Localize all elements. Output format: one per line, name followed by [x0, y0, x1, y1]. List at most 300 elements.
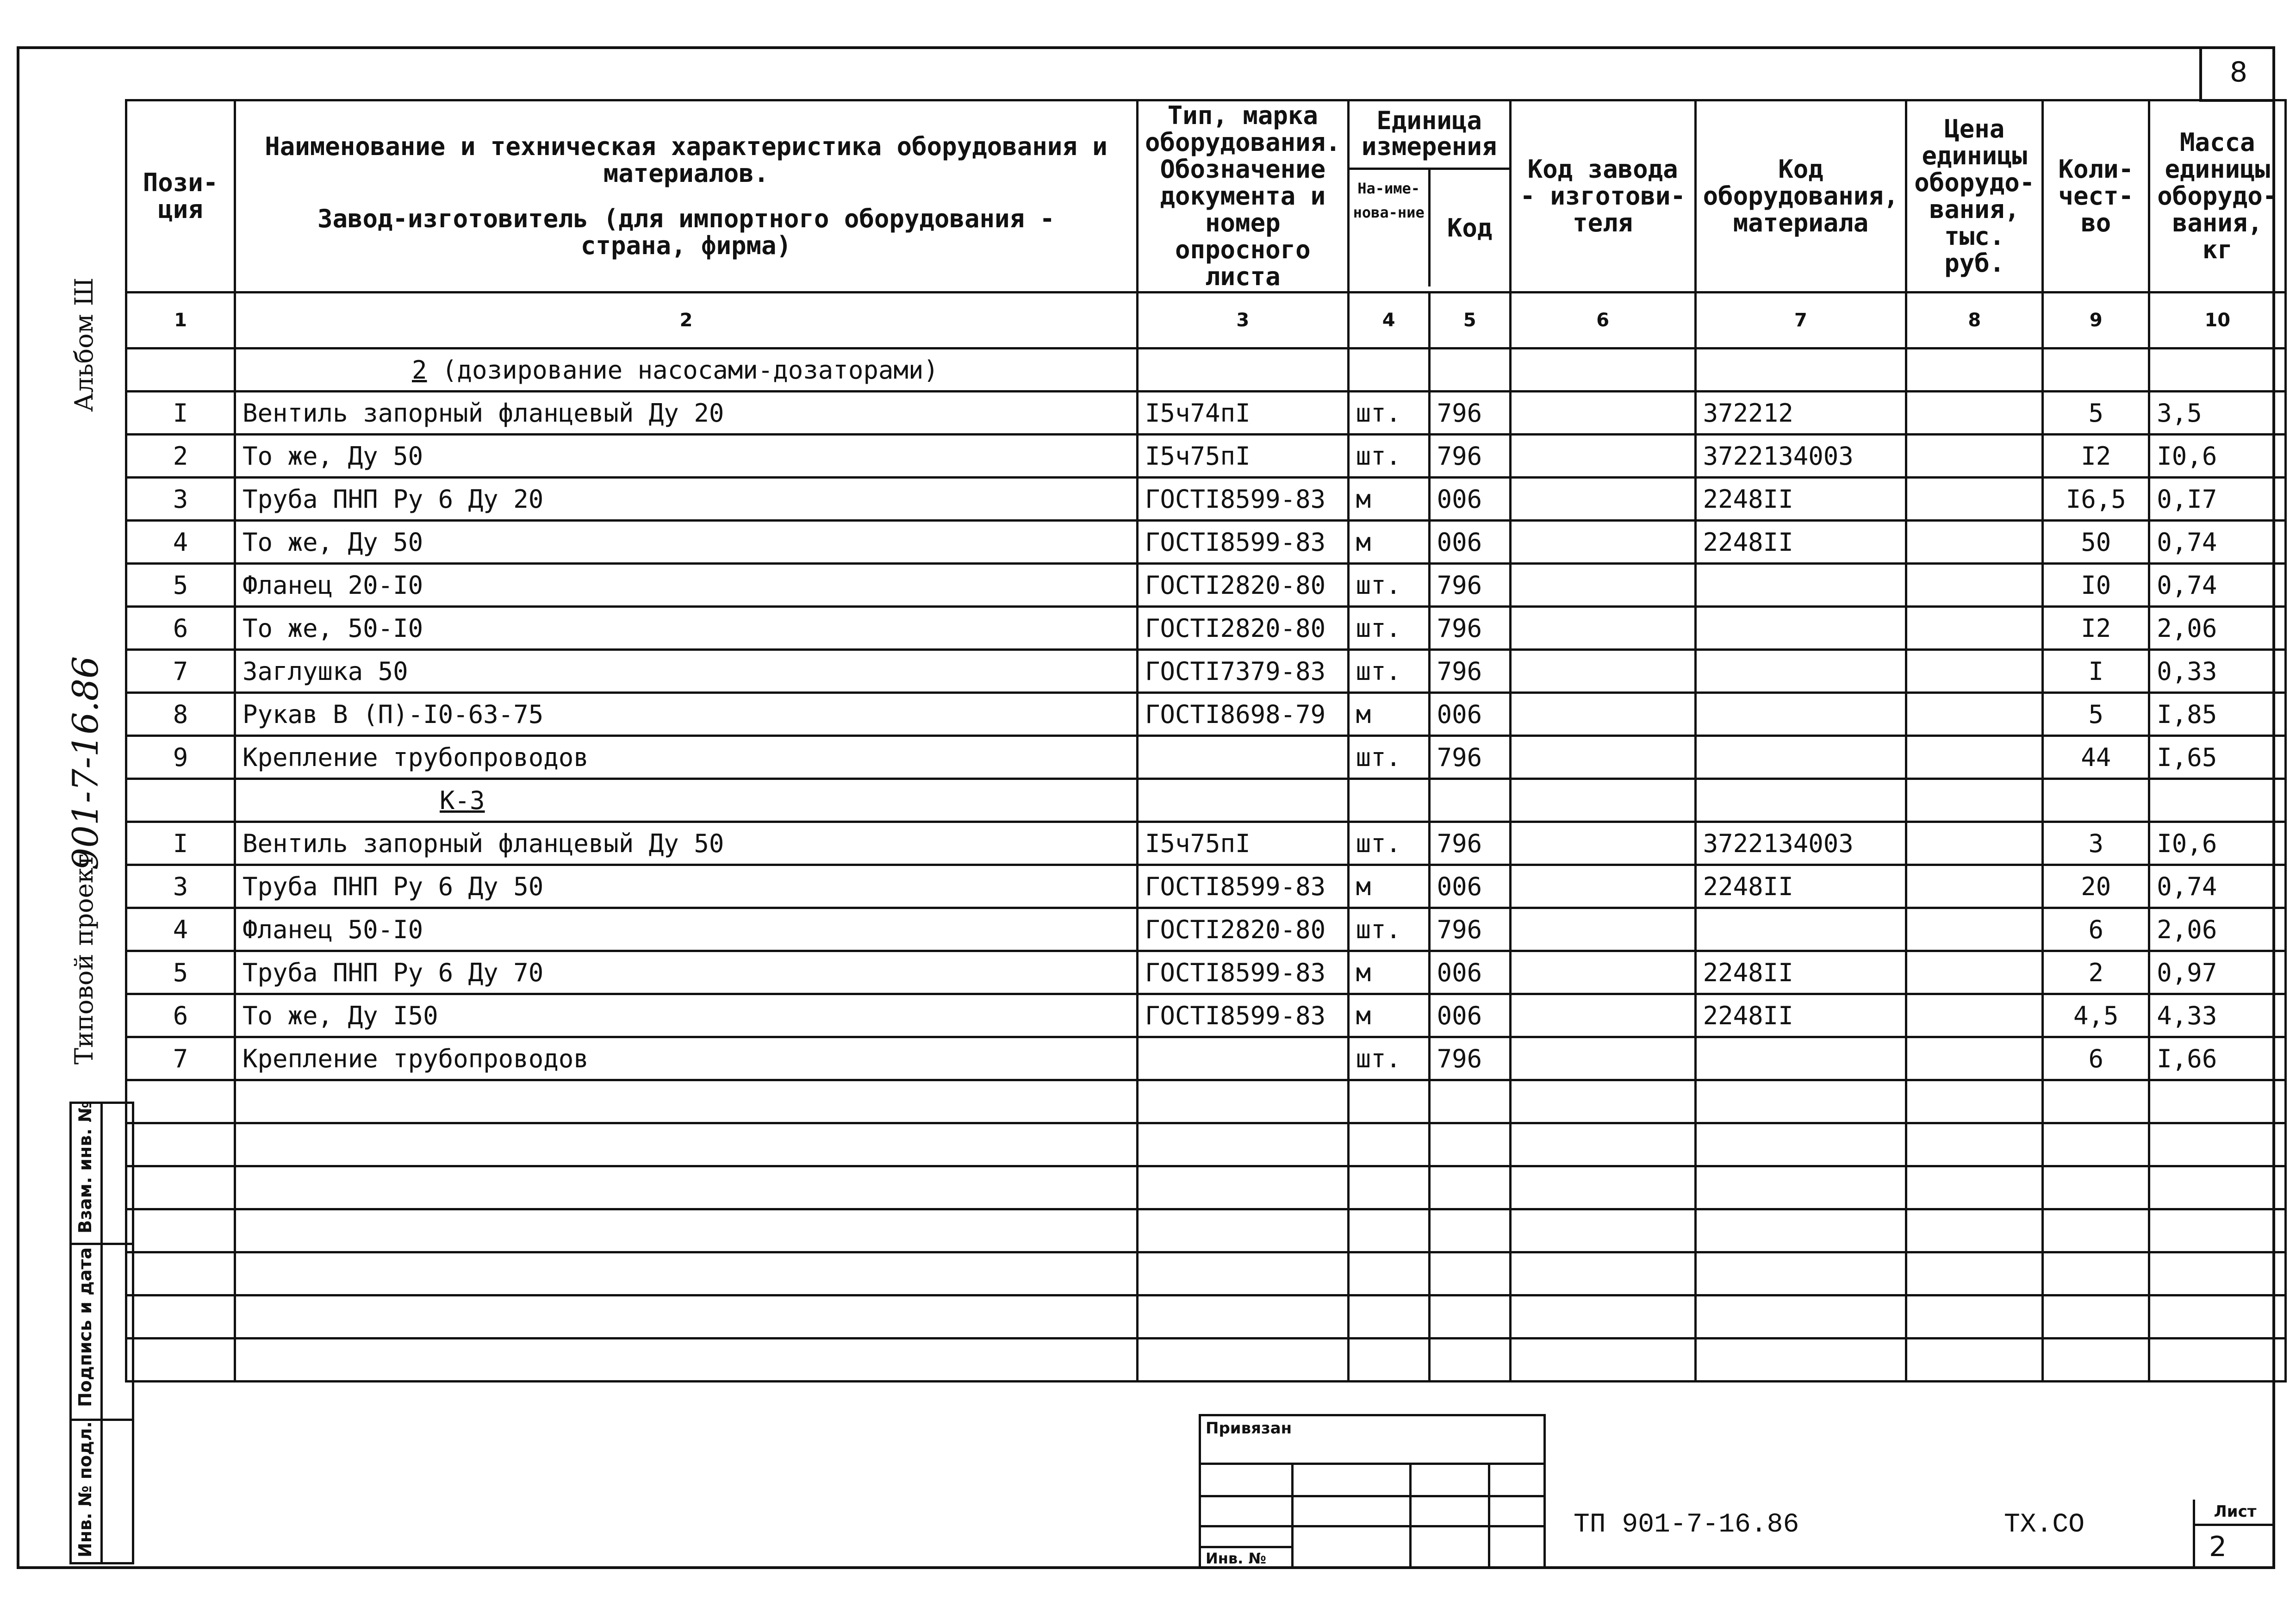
table-row: [126, 865, 2286, 908]
cell-material-code: 2248II: [1695, 865, 1906, 908]
cell-mass: I0,6: [2149, 435, 2286, 478]
cell-mass: I,85: [2149, 693, 2286, 736]
empty-cell: [1695, 1252, 1906, 1295]
header-quantity: Коли-чест-во: [2043, 100, 2149, 293]
empty-cell: [1138, 1209, 1349, 1252]
cell-material-code: [1695, 693, 1906, 736]
col-number: 9: [2043, 293, 2149, 349]
empty-cell: [1906, 1123, 2043, 1166]
empty-cell: [1906, 1209, 2043, 1252]
empty-cell: [1510, 1295, 1695, 1339]
cell-quantity: [2043, 349, 2149, 392]
cell-unit: м: [1348, 865, 1429, 908]
cell-name: К-3: [235, 779, 1138, 822]
cell-material-code: 2248II: [1695, 994, 1906, 1037]
empty-cell: [1695, 1166, 1906, 1209]
cell-type: [1138, 736, 1349, 779]
cell-price: [1906, 693, 2043, 736]
cell-quantity: 3: [2043, 822, 2149, 865]
empty-cell: [2149, 1166, 2286, 1209]
empty-row: [126, 1166, 2286, 1209]
sheet-number-box: [2193, 1500, 2275, 1569]
cell-plant-code: [1510, 478, 1695, 521]
empty-cell: [1510, 1080, 1695, 1123]
cell-unit: [1348, 779, 1429, 822]
empty-cell: [1695, 1080, 1906, 1123]
cell-name: То же, 50-I0: [235, 607, 1138, 650]
document-mark: ТХ.СО: [2004, 1510, 2085, 1540]
cell-price: [1906, 607, 2043, 650]
empty-row: [126, 1209, 2286, 1252]
empty-cell: [1429, 1209, 1510, 1252]
cell-price: [1906, 736, 2043, 779]
empty-cell: [1429, 1252, 1510, 1295]
cell-price: [1906, 865, 2043, 908]
cell-material-code: 3722134003: [1695, 435, 1906, 478]
cell-quantity: 6: [2043, 908, 2149, 951]
empty-cell: [1510, 1123, 1695, 1166]
cell-unit: м: [1348, 994, 1429, 1037]
cell-quantity: 2: [2043, 951, 2149, 994]
section-row: [126, 349, 2286, 392]
album-label: Альбом Ш: [69, 277, 99, 412]
empty-cell: [1348, 1166, 1429, 1209]
header-plant-code: Код завода - изготови-теля: [1510, 100, 1695, 293]
header-unit-code: Код: [1447, 213, 1493, 243]
sign-date-label: Подпись и дата: [75, 1247, 95, 1407]
cell-type: ГОСТI8599-83: [1138, 865, 1349, 908]
cell-position: 8: [126, 693, 235, 736]
col-number: 5: [1429, 293, 1510, 349]
empty-cell: [1695, 1209, 1906, 1252]
cell-name: Труба ПНП Ру 6 Ду 20: [235, 478, 1138, 521]
cell-price: [1906, 349, 2043, 392]
empty-cell: [1138, 1080, 1349, 1123]
table-row: [126, 521, 2286, 564]
cell-unit-code: 006: [1429, 865, 1510, 908]
cell-mass: 2,06: [2149, 908, 2286, 951]
cell-quantity: 20: [2043, 865, 2149, 908]
cell-plant-code: [1510, 435, 1695, 478]
cell-type: ГОСТI2820-80: [1138, 607, 1349, 650]
cell-unit-code: 796: [1429, 1037, 1510, 1080]
empty-cell: [1695, 1339, 1906, 1382]
cell-name: Заглушка 50: [235, 650, 1138, 693]
cell-name: Вентиль запорный фланцевый Ду 20: [235, 392, 1138, 435]
header-row: [126, 100, 2286, 293]
document-code: ТП 901-7-16.86: [1574, 1510, 1799, 1540]
empty-cell: [1429, 1295, 1510, 1339]
cell-unit-code: 796: [1429, 607, 1510, 650]
empty-cell: [1348, 1123, 1429, 1166]
empty-cell: [1429, 1339, 1510, 1382]
cell-material-code: [1695, 564, 1906, 607]
table-body: [126, 349, 2286, 1382]
cell-price: [1906, 822, 2043, 865]
col-number: 7: [1695, 293, 1906, 349]
empty-cell: [2149, 1123, 2286, 1166]
cell-position: 5: [126, 564, 235, 607]
cell-position: I: [126, 392, 235, 435]
cell-material-code: [1695, 349, 1906, 392]
cell-plant-code: [1510, 994, 1695, 1037]
empty-cell: [1348, 1080, 1429, 1123]
table-row: [126, 1037, 2286, 1080]
empty-cell: [1429, 1080, 1510, 1123]
empty-cell: [1510, 1252, 1695, 1295]
cell-unit-code: 006: [1429, 951, 1510, 994]
empty-cell: [1429, 1123, 1510, 1166]
empty-cell: [2043, 1166, 2149, 1209]
table-row: [126, 478, 2286, 521]
empty-cell: [2149, 1209, 2286, 1252]
cell-plant-code: [1510, 779, 1695, 822]
cell-unit: [1348, 349, 1429, 392]
cell-position: 5: [126, 951, 235, 994]
empty-cell: [235, 1339, 1138, 1382]
cell-quantity: I: [2043, 650, 2149, 693]
cell-price: [1906, 564, 2043, 607]
inv-no-label: Инв. №: [1206, 1550, 1266, 1567]
cell-type: ГОСТI7379-83: [1138, 650, 1349, 693]
cell-position: 7: [126, 650, 235, 693]
cell-mass: 0,97: [2149, 951, 2286, 994]
cell-material-code: [1695, 779, 1906, 822]
empty-cell: [1348, 1339, 1429, 1382]
cell-name: То же, Ду I50: [235, 994, 1138, 1037]
empty-cell: [2043, 1209, 2149, 1252]
cell-material-code: [1695, 908, 1906, 951]
cell-quantity: [2043, 779, 2149, 822]
header-type: Тип, марка оборудования. Обозначение документа и номер опросного листа: [1138, 100, 1349, 293]
specification-table: [125, 99, 2287, 1383]
cell-mass: 4,33: [2149, 994, 2286, 1037]
cell-quantity: 6: [2043, 1037, 2149, 1080]
cell-type: [1138, 779, 1349, 822]
cell-unit-code: 006: [1429, 994, 1510, 1037]
cell-price: [1906, 521, 2043, 564]
cell-price: [1906, 1037, 2043, 1080]
table-row: [126, 435, 2286, 478]
cell-mass: 0,74: [2149, 564, 2286, 607]
empty-cell: [1695, 1123, 1906, 1166]
table-row: [126, 908, 2286, 951]
col-number: 8: [1906, 293, 2043, 349]
cell-unit-code: 006: [1429, 693, 1510, 736]
empty-cell: [1906, 1252, 2043, 1295]
table-row: [126, 822, 2286, 865]
cell-name: 2 (дозирование насосами-дозаторами): [235, 349, 1138, 392]
col-number: 1: [126, 293, 235, 349]
empty-cell: [1429, 1166, 1510, 1209]
cell-plant-code: [1510, 650, 1695, 693]
cell-name: Фланец 50-I0: [235, 908, 1138, 951]
col-number: 3: [1138, 293, 1349, 349]
empty-cell: [1906, 1339, 2043, 1382]
col-number: 6: [1510, 293, 1695, 349]
corner-sheet-box: [2199, 46, 2275, 102]
sheet-label: Лист: [2195, 1500, 2275, 1526]
cell-material-code: 2248II: [1695, 951, 1906, 994]
cell-price: [1906, 994, 2043, 1037]
cell-name: То же, Ду 50: [235, 435, 1138, 478]
empty-cell: [126, 1295, 235, 1339]
empty-cell: [1906, 1080, 2043, 1123]
table-row: [126, 994, 2286, 1037]
cell-plant-code: [1510, 392, 1695, 435]
cell-position: 4: [126, 908, 235, 951]
cell-plant-code: [1510, 736, 1695, 779]
cell-position: 3: [126, 478, 235, 521]
cell-type: ГОСТI2820-80: [1138, 564, 1349, 607]
cell-position: [126, 779, 235, 822]
table-row: [126, 736, 2286, 779]
cell-price: [1906, 435, 2043, 478]
empty-cell: [1510, 1339, 1695, 1382]
cell-type: [1138, 1037, 1349, 1080]
empty-cell: [126, 1209, 235, 1252]
cell-price: [1906, 908, 2043, 951]
empty-cell: [126, 1252, 235, 1295]
empty-cell: [235, 1295, 1138, 1339]
table-row: [126, 392, 2286, 435]
empty-cell: [1695, 1295, 1906, 1339]
privyazan-box: [1199, 1414, 1546, 1567]
cell-position: 2: [126, 435, 235, 478]
cell-type: ГОСТI8599-83: [1138, 521, 1349, 564]
cell-unit-code: 796: [1429, 908, 1510, 951]
cell-plant-code: [1510, 822, 1695, 865]
cell-unit: шт.: [1348, 564, 1429, 607]
empty-cell: [235, 1080, 1138, 1123]
empty-cell: [1348, 1209, 1429, 1252]
cell-plant-code: [1510, 607, 1695, 650]
empty-row: [126, 1252, 2286, 1295]
empty-row: [126, 1080, 2286, 1123]
cell-price: [1906, 779, 2043, 822]
cell-plant-code: [1510, 693, 1695, 736]
inv-orig-label: Инв. № подл.: [75, 1421, 95, 1557]
cell-quantity: 44: [2043, 736, 2149, 779]
cell-mass: 2,06: [2149, 607, 2286, 650]
header-price: Цена единицы оборудо-вания, тыс. руб.: [1906, 100, 2043, 293]
empty-cell: [2149, 1339, 2286, 1382]
empty-cell: [2043, 1080, 2149, 1123]
empty-cell: [2149, 1080, 2286, 1123]
empty-cell: [1138, 1123, 1349, 1166]
cell-mass: I,66: [2149, 1037, 2286, 1080]
empty-cell: [1138, 1252, 1349, 1295]
cell-mass: 0,I7: [2149, 478, 2286, 521]
cell-material-code: 2248II: [1695, 478, 1906, 521]
col-number: 10: [2149, 293, 2286, 349]
empty-cell: [1138, 1339, 1349, 1382]
cell-plant-code: [1510, 564, 1695, 607]
empty-row: [126, 1123, 2286, 1166]
cell-unit: шт.: [1348, 908, 1429, 951]
empty-cell: [2043, 1252, 2149, 1295]
typical-project-label: Типовой проект: [69, 853, 99, 1065]
cell-unit: м: [1348, 478, 1429, 521]
cell-position: 3: [126, 865, 235, 908]
empty-cell: [1348, 1295, 1429, 1339]
cell-type: ГОСТI8599-83: [1138, 951, 1349, 994]
table-row: [126, 564, 2286, 607]
empty-cell: [235, 1166, 1138, 1209]
empty-cell: [235, 1123, 1138, 1166]
table-row: [126, 650, 2286, 693]
cell-unit-code: [1429, 779, 1510, 822]
cell-plant-code: [1510, 865, 1695, 908]
cell-unit-code: 796: [1429, 392, 1510, 435]
cell-quantity: 5: [2043, 392, 2149, 435]
cell-material-code: 2248II: [1695, 521, 1906, 564]
cell-unit-code: 796: [1429, 736, 1510, 779]
cell-mass: [2149, 779, 2286, 822]
cell-material-code: [1695, 1037, 1906, 1080]
header-position: Пози-ция: [126, 100, 235, 293]
cell-quantity: I2: [2043, 435, 2149, 478]
empty-cell: [126, 1166, 235, 1209]
cell-plant-code: [1510, 521, 1695, 564]
cell-name: Крепление трубопроводов: [235, 1037, 1138, 1080]
header-unit-group: Единица измерения На-име-нова-ние Код: [1348, 100, 1510, 293]
cell-position: 4: [126, 521, 235, 564]
empty-cell: [2043, 1123, 2149, 1166]
cell-price: [1906, 951, 2043, 994]
col-number: 4: [1348, 293, 1429, 349]
vzam-inv-label: Взам. инв. №: [75, 1101, 95, 1233]
cell-type: ГОСТI8599-83: [1138, 994, 1349, 1037]
empty-row: [126, 1339, 2286, 1382]
cell-position: I: [126, 822, 235, 865]
cell-name: Труба ПНП Ру 6 Ду 70: [235, 951, 1138, 994]
empty-cell: [1906, 1295, 2043, 1339]
empty-cell: [235, 1209, 1138, 1252]
cell-name: Труба ПНП Ру 6 Ду 50: [235, 865, 1138, 908]
empty-cell: [2043, 1339, 2149, 1382]
header-name: Наименование и техническая характеристика оборудования и материалов. Завод-изготовитель (для импортного оборудования - страна, фирма): [235, 100, 1138, 293]
cell-unit: м: [1348, 951, 1429, 994]
cell-position: [126, 349, 235, 392]
cell-type: ГОСТI8599-83: [1138, 478, 1349, 521]
cell-mass: 3,5: [2149, 392, 2286, 435]
cell-name: То же, Ду 50: [235, 521, 1138, 564]
empty-cell: [1348, 1252, 1429, 1295]
empty-cell: [1906, 1166, 2043, 1209]
cell-material-code: [1695, 607, 1906, 650]
cell-unit-code: 796: [1429, 564, 1510, 607]
empty-cell: [2043, 1295, 2149, 1339]
cell-price: [1906, 650, 2043, 693]
cell-mass: 0,74: [2149, 521, 2286, 564]
cell-quantity: 5: [2043, 693, 2149, 736]
cell-name: Крепление трубопроводов: [235, 736, 1138, 779]
cell-unit: шт.: [1348, 1037, 1429, 1080]
cell-unit: шт.: [1348, 392, 1429, 435]
header-mass: Масса единицы оборудо-вания, кг: [2149, 100, 2286, 293]
cell-type: I5ч75пI: [1138, 435, 1349, 478]
cell-type: [1138, 349, 1349, 392]
cell-position: 6: [126, 994, 235, 1037]
column-number-row: [126, 293, 2286, 349]
cell-unit-code: 006: [1429, 478, 1510, 521]
empty-cell: [1510, 1166, 1695, 1209]
cell-unit: м: [1348, 521, 1429, 564]
table-row: [126, 693, 2286, 736]
empty-row: [126, 1295, 2286, 1339]
cell-price: [1906, 392, 2043, 435]
cell-material-code: 3722134003: [1695, 822, 1906, 865]
cell-unit: шт.: [1348, 650, 1429, 693]
cell-quantity: I2: [2043, 607, 2149, 650]
cell-quantity: I6,5: [2043, 478, 2149, 521]
cell-name: Рукав В (П)-I0-63-75: [235, 693, 1138, 736]
empty-cell: [126, 1339, 235, 1382]
empty-cell: [1138, 1166, 1349, 1209]
cell-type: I5ч74пI: [1138, 392, 1349, 435]
empty-cell: [1510, 1209, 1695, 1252]
cell-unit-code: 796: [1429, 650, 1510, 693]
header-unit-name: На-име-нова-ние: [1350, 170, 1431, 286]
section-row: [126, 779, 2286, 822]
empty-cell: [126, 1080, 235, 1123]
cell-plant-code: [1510, 908, 1695, 951]
empty-cell: [235, 1252, 1138, 1295]
empty-cell: [2149, 1295, 2286, 1339]
cell-type: ГОСТI8698-79: [1138, 693, 1349, 736]
cell-unit: м: [1348, 693, 1429, 736]
empty-cell: [126, 1123, 235, 1166]
header-material-code: Код оборудования, материала: [1695, 100, 1906, 293]
cell-unit: шт.: [1348, 736, 1429, 779]
cell-quantity: I0: [2043, 564, 2149, 607]
table-row: [126, 607, 2286, 650]
cell-name: Фланец 20-I0: [235, 564, 1138, 607]
col-number: 2: [235, 293, 1138, 349]
cell-unit-code: 796: [1429, 435, 1510, 478]
project-number-handwritten: 901-7-16.86: [65, 656, 106, 870]
cell-quantity: 4,5: [2043, 994, 2149, 1037]
cell-position: 6: [126, 607, 235, 650]
cell-material-code: [1695, 736, 1906, 779]
empty-cell: [2149, 1252, 2286, 1295]
cell-mass: I,65: [2149, 736, 2286, 779]
cell-mass: 0,74: [2149, 865, 2286, 908]
cell-unit: шт.: [1348, 822, 1429, 865]
cell-plant-code: [1510, 349, 1695, 392]
corner-sheet-number: 8: [2229, 56, 2248, 88]
cell-name: Вентиль запорный фланцевый Ду 50: [235, 822, 1138, 865]
cell-position: 7: [126, 1037, 235, 1080]
cell-unit: шт.: [1348, 435, 1429, 478]
cell-material-code: [1695, 650, 1906, 693]
privyazan-label: Привязан: [1206, 1419, 1292, 1438]
cell-mass: 0,33: [2149, 650, 2286, 693]
cell-plant-code: [1510, 1037, 1695, 1080]
cell-mass: I0,6: [2149, 822, 2286, 865]
cell-quantity: 50: [2043, 521, 2149, 564]
cell-type: ГОСТI2820-80: [1138, 908, 1349, 951]
cell-material-code: 372212: [1695, 392, 1906, 435]
cell-unit-code: 006: [1429, 521, 1510, 564]
table-row: [126, 951, 2286, 994]
empty-cell: [1138, 1295, 1349, 1339]
cell-unit-code: [1429, 349, 1510, 392]
cell-position: 9: [126, 736, 235, 779]
cell-price: [1906, 478, 2043, 521]
cell-plant-code: [1510, 951, 1695, 994]
